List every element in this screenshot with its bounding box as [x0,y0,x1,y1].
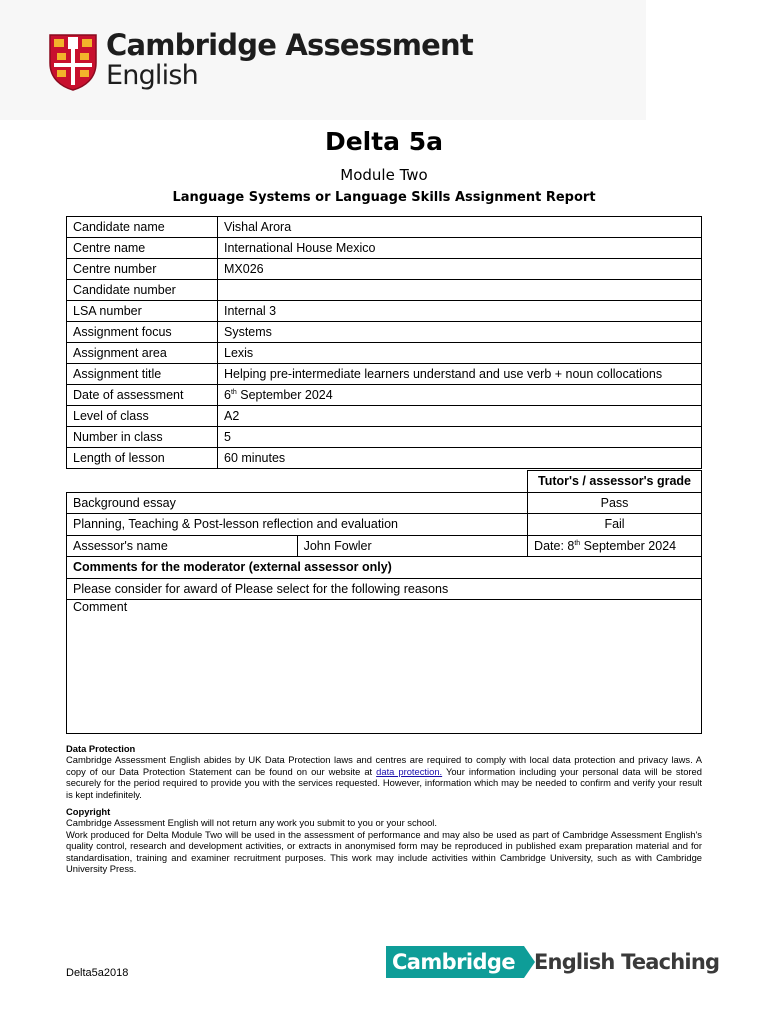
info-value[interactable]: International House Mexico [218,238,702,259]
comment-label: Comment [73,600,128,614]
info-label: Centre name [67,238,218,259]
planning-grade[interactable]: Fail [528,514,702,536]
report-subtitle: Language Systems or Language Skills Assignment Report [172,190,596,205]
date-rest: September 2024 [236,388,333,402]
table-row [67,280,702,301]
info-label: Candidate number [67,280,218,301]
data-protection-text-part: Your information including your personal data will be stored securely for the period required to provide you with the services requested. However, information which may be needed to confirm and verify your result is kept indefinitely. [66,765,702,800]
date-day: 8 [567,538,575,553]
table-row [67,427,702,448]
table-row [67,448,702,469]
info-label: Assignment title [67,364,218,385]
table-row [67,535,702,557]
info-label: Length of lesson [67,448,218,469]
candidate-info-table [66,216,702,469]
info-label: Date of assessment [67,385,218,406]
info-value[interactable]: Helping pre-intermediate learners understand and use verb + noun collocations [218,364,702,385]
grade-header-spacer [67,471,528,493]
date-suffix: th [574,539,581,547]
table-row [67,406,702,427]
assessment-date[interactable] [528,535,702,557]
table-row [67,322,702,343]
background-essay-grade[interactable]: Pass [528,492,702,514]
info-value[interactable] [218,385,702,406]
logo-box: Cambridge [386,946,524,978]
data-protection-heading: Data Protection [66,743,136,754]
background-essay-label: Background essay [67,492,528,514]
cambridge-shield-logo-icon [48,33,98,91]
table-row [67,217,702,238]
info-label: Assignment focus [67,322,218,343]
brand-subname: English [106,60,198,91]
date-suffix: th [230,388,237,396]
info-value[interactable]: Systems [218,322,702,343]
module-title: Module Two [340,166,428,184]
brand-name: Cambridge Assessment [106,28,473,62]
info-label: Assignment area [67,343,218,364]
cambridge-english-teaching-logo [386,946,720,980]
table-row [67,343,702,364]
table-row [67,238,702,259]
assessor-name-label: Assessor's name [67,535,298,557]
info-label: LSA number [67,301,218,322]
form-code: Delta5a2018 [66,967,129,979]
info-value[interactable]: Internal 3 [218,301,702,322]
assessor-name-value[interactable]: John Fowler [297,535,527,557]
info-label: Centre number [67,259,218,280]
info-label: Level of class [67,406,218,427]
info-label: Number in class [67,427,218,448]
copyright-line: Cambridge Assessment English will not return any work you submit to you or your school. [66,817,437,829]
table-row [67,385,702,406]
document-title: Delta 5a [324,127,444,156]
info-value[interactable]: 60 minutes [218,448,702,469]
table-row [67,514,702,536]
info-value[interactable]: A2 [218,406,702,427]
moderator-heading: Comments for the moderator (external assessor only) [67,557,702,579]
table-row [67,364,702,385]
data-protection-text-part: Cambridge Assessment English abides by UK Data Protection laws and centres are required to comply with local data protection and privacy laws. A copy of our Data Protection Statement can be found on our website at [66,754,702,777]
info-value[interactable]: Vishal Arora [218,217,702,238]
data-protection-section [66,743,702,800]
copyright-section [66,806,702,874]
table-row [67,600,702,734]
data-protection-link[interactable]: data protection. [376,765,443,777]
info-value[interactable]: 5 [218,427,702,448]
table-row [67,301,702,322]
comment-box[interactable] [67,600,702,734]
date-day: 6 [224,388,231,402]
grades-table [66,470,702,734]
grade-column-header: Tutor's / assessor's grade [528,471,702,493]
info-value[interactable] [218,280,702,301]
date-prefix: Date: [534,538,568,553]
planning-label: Planning, Teaching & Post-lesson reflection and evaluation [67,514,528,536]
info-value[interactable]: Lexis [218,343,702,364]
logo-text: English Teaching [534,950,720,974]
award-statement[interactable]: Please consider for award of Please select for the following reasons [67,578,702,600]
copyright-heading: Copyright [66,806,111,817]
copyright-text: Work produced for Delta Module Two will be used in the assessment of performance and may also be used as part of Cambridge Assessment English's quality control, research and development activities, or extracts in anonymised form may be reproduced in published exam preparation material and for standardisation, training and examiner recruitment purposes. This work may include activities within Cambridge University, such as with Cambridge University Press. [66,828,702,875]
table-row [67,557,702,579]
table-row [67,578,702,600]
info-value[interactable]: MX026 [218,259,702,280]
data-protection-text [66,754,702,800]
table-row [67,259,702,280]
info-label: Candidate name [67,217,218,238]
table-row [67,492,702,514]
date-rest: September 2024 [580,538,677,553]
